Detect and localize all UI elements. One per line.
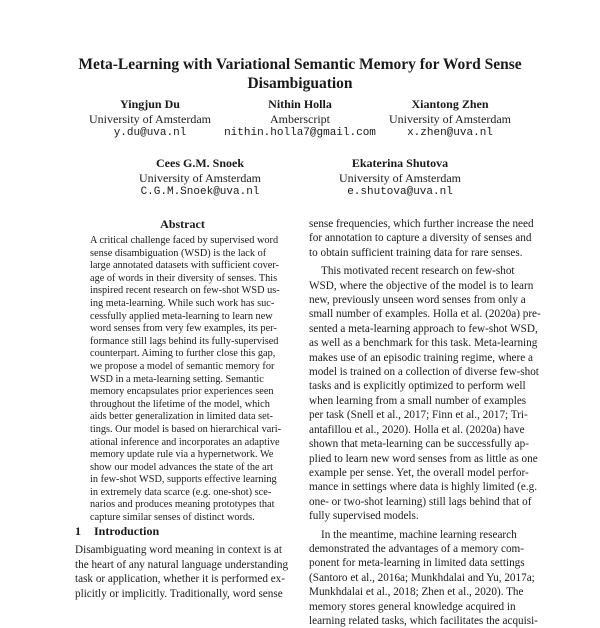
author-affiliation: University of Amsterdam: [139, 170, 261, 185]
author-block: [320, 156, 480, 200]
author-email: x.zhen@uva.nl: [407, 127, 493, 139]
text-line: mance in settings where data is highly limited (e.g.: [309, 481, 538, 494]
text-line: WSD in a meta-learning setting. Semantic: [90, 373, 264, 385]
text-line: demonstrated the advantages of a memory com-: [309, 542, 524, 555]
title-line: Disambiguation: [247, 75, 353, 92]
text-line: model is trained on a collection of diverse few-shot: [309, 366, 539, 379]
section-number: 1: [75, 524, 81, 538]
text-line: WSD, where the objective of the model is to learn: [309, 279, 534, 292]
text-line: large annotated datasets with sufficient cover-: [90, 260, 279, 272]
section-heading: [75, 524, 159, 539]
text-line: new, previously unseen word senses from only a: [309, 294, 526, 307]
text-line: as well as a benchmark for this task. Meta-learning: [309, 337, 538, 350]
text-line: tings. Our model is based on hierarchical vari-: [90, 423, 282, 435]
author-block: [70, 97, 230, 141]
text-line: narios and produces meaning prototypes that: [90, 499, 275, 511]
text-line: capture similar senses of distinct words.: [90, 512, 255, 524]
text-line: learning related tasks, which facilitates the acquisi-: [309, 614, 538, 627]
right-column-text: [309, 217, 541, 628]
author-name: Yingjun Du: [120, 97, 180, 111]
text-line: Munkhdalai et al., 2018; Zhen et al., 2020). The: [309, 586, 524, 599]
text-line: This motivated recent research on few-shot: [321, 265, 515, 278]
text-line: counterpart. Aiming to further close this gap,: [90, 348, 276, 360]
text-line: ponent for meta-learning in limited data settings: [309, 557, 525, 570]
text-line: plied to learn new word senses from as little as one: [309, 452, 538, 465]
text-line: one- or two-shot learning) still lags behind that of: [309, 495, 532, 508]
text-line: inspired recent research on few-shot WSD us-: [90, 285, 280, 297]
author-block: [120, 156, 280, 200]
author-email: C.G.M.Snoek@uva.nl: [140, 186, 260, 198]
text-line: A critical challenge faced by supervised word: [90, 235, 279, 246]
section-title: Introduction: [94, 524, 160, 538]
author-block: [220, 97, 380, 141]
text-line: sense frequencies, which further increase the need: [309, 218, 534, 230]
text-line: In the meantime, machine learning research: [321, 528, 517, 541]
text-line: Disambiguating word meaning in context is at: [75, 544, 282, 556]
author-name: Ekaterina Shutova: [351, 156, 449, 170]
text-line: makes use of an episodic training regime, where a: [309, 351, 533, 364]
text-line: fully supervised models.: [309, 510, 419, 523]
abstract-body: [90, 235, 280, 525]
author-affiliation: University of Amsterdam: [389, 111, 511, 126]
author-name: Nithin Holla: [268, 97, 332, 111]
text-line: for annotation to capture a diversity of senses and: [309, 232, 532, 245]
text-line: tasks and is explicitly optimized to perform well: [309, 380, 526, 393]
text-line: example per sense. Yet, the overall model perfor-: [309, 466, 529, 479]
author-email: y.du@uva.nl: [113, 127, 187, 139]
text-line: in few-shot WSD, supports effective learning: [90, 474, 277, 486]
text-line: ational inference and incorporates an adaptive: [90, 436, 280, 448]
text-line: plicitly or implicitly. Traditionally, word sense: [75, 587, 283, 600]
author-affiliation: University of Amsterdam: [339, 170, 461, 185]
text-line: small number of examples. Holla et al. (2020a) pre-: [309, 308, 541, 321]
author-email: nithin.holla7@gmail.com: [224, 127, 376, 139]
text-line: age of words in their diversity of senses. This: [90, 272, 278, 284]
text-line: antafillou et al., 2020). Holla et al. (2020a) have: [309, 423, 525, 436]
author-name: Xiantong Zhen: [411, 97, 489, 111]
text-line: to obtain sufficient training data for rare senses.: [309, 246, 523, 259]
author-affiliation: Amberscript: [270, 111, 330, 126]
text-line: (Santoro et al., 2016a; Munkhdalai and Yu, 2017a;: [309, 571, 535, 584]
intro-left-text: [75, 543, 297, 601]
author-email: e.shutova@uva.nl: [347, 186, 453, 198]
text-line: when learning from a small number of examples: [309, 394, 527, 407]
text-line: memory update rule via a hypernetwork. We: [90, 449, 274, 461]
paper-title: [60, 55, 540, 93]
text-line: word senses from very few examples, its per-: [90, 323, 277, 335]
text-line: sense disambiguation (WSD) is the lack of: [90, 247, 267, 259]
text-line: show our model advances the state of the art: [90, 461, 273, 473]
text-line: memory stores general knowledge acquired in: [309, 600, 516, 613]
text-line: we propose a model of semantic memory for: [90, 360, 275, 372]
title-line: Meta-Learning with Variational Semantic Memory for Word Sense: [78, 56, 522, 73]
text-line: the heart of any natural language understanding: [75, 558, 289, 571]
text-line: cessfully applied meta-learning to learn new: [90, 310, 273, 322]
text-line: memory encapsulates prior experiences seen: [90, 386, 274, 398]
author-name: Cees G.M. Snoek: [156, 156, 244, 170]
text-line: in extremely data scarce (e.g. one-shot) sce-: [90, 486, 272, 498]
text-line: task or application, whether it is performed ex-: [75, 573, 286, 585]
text-line: per task (Snell et al., 2017; Finn et al., 2017; Tri-: [309, 409, 528, 422]
text-line: throughout the lifetime of the model, which: [90, 398, 270, 410]
abstract-heading: Abstract: [160, 217, 205, 231]
text-line: formance still lags behind its fully-supervised: [90, 335, 279, 347]
text-line: shown that meta-learning can be successfully ap-: [309, 438, 529, 451]
text-line: aids better generalization in limited data set-: [90, 411, 273, 423]
text-line: ing meta-learning. While such work has suc-: [90, 297, 275, 309]
text-line: sented a meta-learning approach to few-shot WSD,: [309, 322, 538, 335]
author-affiliation: University of Amsterdam: [89, 111, 211, 126]
author-block: [370, 97, 530, 141]
